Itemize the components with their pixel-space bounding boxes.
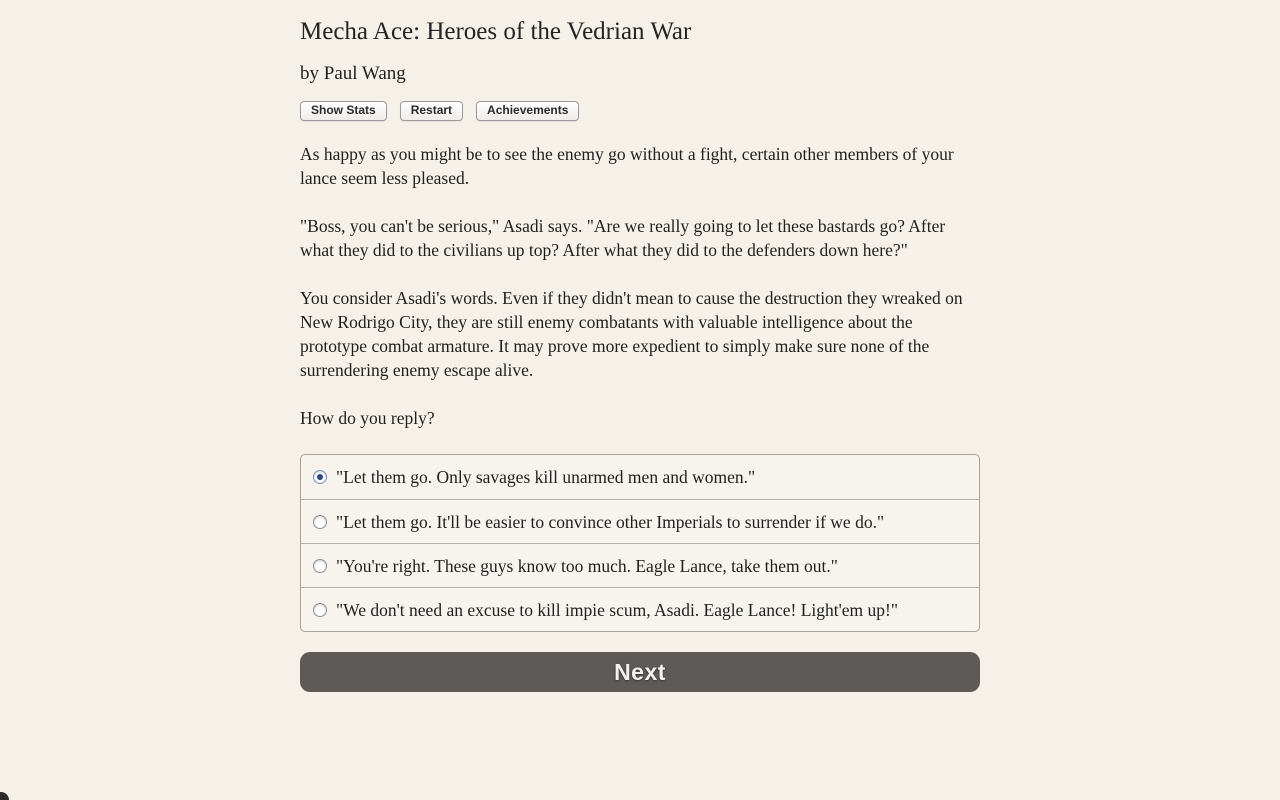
- choice-option-1[interactable]: [301, 455, 979, 499]
- story-text: [300, 142, 980, 430]
- show-stats-button[interactable]: Show Stats: [300, 101, 387, 121]
- story-page: [300, 0, 980, 692]
- choice-radio[interactable]: [313, 470, 327, 484]
- next-button[interactable]: Next: [300, 652, 980, 692]
- choice-radio[interactable]: [313, 603, 327, 617]
- page-title: Mecha Ace: Heroes of the Vedrian War: [300, 18, 692, 45]
- choice-radio[interactable]: [313, 515, 327, 529]
- story-paragraph: You consider Asadi's words. Even if they didn't mean to cause the destruction they wreaked on New Rodrigo City, they are still enemy combatants with valuable intelligence about the prototype combat armature. It may prove more expedient to simply make sure none of the surrendering enemy escape alive.: [300, 288, 963, 380]
- restart-button[interactable]: Restart: [400, 101, 463, 121]
- toolbar: [300, 101, 980, 121]
- story-prompt: How do you reply?: [300, 408, 435, 428]
- choice-option-4[interactable]: [301, 587, 979, 631]
- choice-option-2[interactable]: [301, 499, 979, 543]
- choice-option-label: "We don't need an excuse to kill impie scum, Asadi. Eagle Lance! Light'em up!": [336, 599, 899, 620]
- choice-option-label: "Let them go. Only savages kill unarmed men and women.": [336, 467, 756, 487]
- story-paragraph: "Boss, you can't be serious," Asadi says. "Are we really going to let these bastards go? After what they did to the civilians up top? After what they did to the defenders down here?": [300, 216, 946, 260]
- story-paragraph: As happy as you might be to see the enemy go without a fight, certain other members of your lance seem less pleased.: [300, 144, 954, 188]
- choice-option-label: "Let them go. It'll be easier to convince other Imperials to surrender if we do.": [336, 511, 885, 532]
- choice-option-3[interactable]: [301, 543, 979, 587]
- screen-corner-artifact: [0, 792, 9, 800]
- author-line: by Paul Wang: [300, 63, 406, 84]
- radio-dot-icon: [317, 474, 323, 480]
- choice-list: [300, 454, 980, 632]
- achievements-button[interactable]: Achievements: [476, 101, 579, 121]
- choice-radio[interactable]: [313, 559, 327, 573]
- choice-option-label: "You're right. These guys know too much. Eagle Lance, take them out.": [336, 555, 838, 576]
